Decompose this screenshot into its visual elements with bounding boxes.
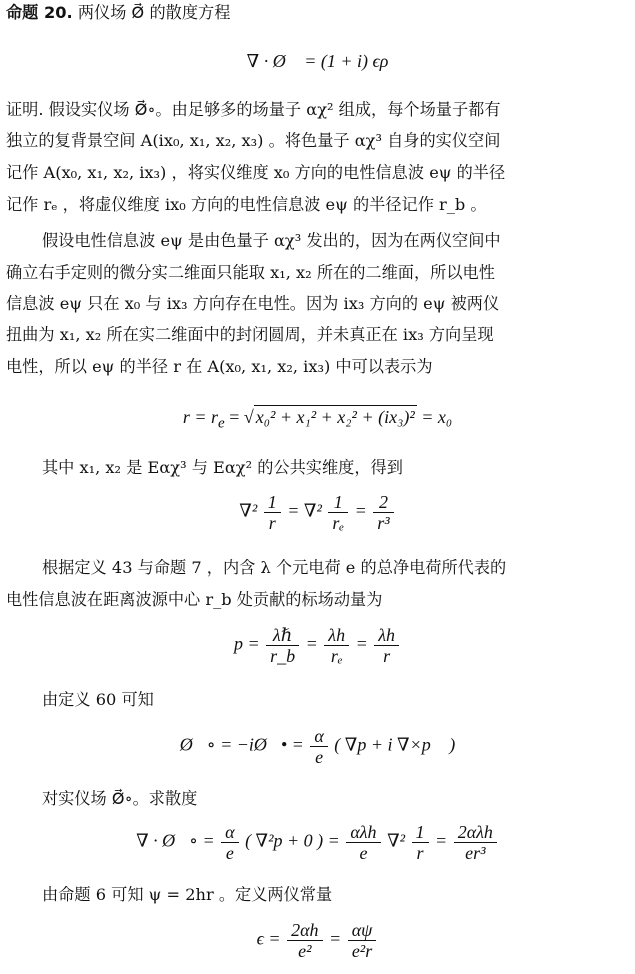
proposition-heading — [6, 0, 630, 26]
real-field-den: e — [315, 747, 324, 767]
epsilon-den-2: e²r — [351, 941, 373, 961]
epsilon-den-1: e² — [298, 941, 312, 961]
momentum-lhs: p = — [233, 633, 260, 654]
real-div-den-2: e — [359, 843, 368, 863]
proof-line-4: 记作 rₑ ，将虚仪维度 ix₀ 方向的电性信息波 eψ 的半径记作 r_b 。 — [6, 195, 487, 214]
momentum-den-2: rₑ — [330, 646, 343, 666]
momentum-den-1: r_b — [270, 646, 296, 666]
momentum-equals-1: = — [305, 633, 318, 654]
real-div-laplace: ∇² — [387, 830, 406, 851]
real-divergence-equation — [0, 822, 635, 863]
real-field-rhs: ( ∇p + i ∇×p⃗ ) — [334, 734, 456, 755]
assume-line-3: 信息波 eψ 只在 x₀ 与 ix₃ 方向存在电性。因为 ix₃ 方向的 eψ 被两仪 — [6, 294, 500, 313]
definition-43-line-1: 根据定义 43 与命题 7 ，内含 λ 个元电荷 e 的总净电荷所代表的 — [42, 558, 507, 577]
laplace-den-1: r — [268, 513, 276, 533]
proposition-label: 命题 20. — [6, 3, 73, 22]
momentum-num-1: λℏ — [266, 625, 299, 646]
epsilon-num-1: 2αh — [287, 920, 322, 941]
assume-line-5: 电性，所以 eψ 的半径 r 在 A(x₀, x₁, x₂, ix₃) 中可以表示为 — [6, 357, 433, 376]
real-div-equals: = — [435, 830, 448, 851]
laplace-mid: = ∇² — [287, 500, 322, 521]
real-div-lhs: ∇ · Ø⃗∘ = — [136, 830, 215, 851]
epsilon-equation — [0, 920, 635, 961]
proof-line-1: 证明. 假设实仪场 Ø⃗∘。由足够多的场量子 αχ² 组成，每个场量子都有 — [6, 100, 501, 119]
laplace-num-3: 2 — [373, 492, 393, 513]
laplace-den-2: rₑ — [332, 513, 345, 533]
epsilon-lhs: ϵ = — [256, 928, 281, 949]
radius-lhs: r = r — [182, 407, 219, 427]
real-field-num: α — [310, 726, 327, 747]
laplace-operator: ∇² — [239, 500, 258, 521]
momentum-equation — [0, 625, 635, 666]
radius-rhs: = x₀ — [421, 407, 453, 427]
proposition-title: 两仪场 Ø⃗ 的散度方程 — [77, 3, 231, 22]
definition-60-line: 由定义 60 可知 — [42, 690, 154, 709]
laplace-num-2: 1 — [328, 492, 348, 513]
common-dimension-line: 其中 x₁, x₂ 是 Eαχ³ 与 Eαχ² 的公共实维度，得到 — [42, 458, 403, 477]
real-div-num-1: α — [221, 822, 238, 843]
real-div-den-1: e — [225, 843, 234, 863]
epsilon-equals: = — [329, 928, 342, 949]
radius-sqrt: x₀² + x₁² + x₂² + (ix₃)² — [255, 407, 415, 427]
real-div-num-2: αλh — [346, 822, 380, 843]
epsilon-num-2: αψ — [348, 920, 377, 941]
radius-equation: $r = r_e$ = √ x₀² + x₁² + x₂² + (ix₃)² = x₀ — [182, 407, 453, 432]
real-div-mid: ( ∇²p + 0 ) = — [245, 830, 340, 851]
laplace-equation — [0, 492, 635, 533]
real-div-num-4: 2αλh — [454, 822, 497, 843]
real-div-num-3: 1 — [412, 822, 429, 843]
laplace-equals: = — [354, 500, 367, 521]
momentum-num-3: λh — [374, 625, 399, 646]
laplace-den-3: r³ — [377, 513, 390, 533]
real-divergence-intro: 对实仪场 Ø⃗∘。求散度 — [42, 789, 198, 808]
definition-43-line-2: 电性信息波在距离波源中心 r_b 处贡献的标场动量为 — [6, 590, 383, 609]
proof-line-3: 记作 A(x₀, x₁, x₂, ix₃) ，将实仪维度 x₀ 方向的电性信息波 eψ 的半径 — [6, 163, 506, 182]
laplace-num-1: 1 — [264, 492, 281, 513]
proof-line-2: 独立的复背景空间 A(ix₀, x₁, x₂, x₃) 。将色量子 αχ³ 自身的实仪空间 — [6, 131, 501, 150]
real-div-den-4: er³ — [465, 843, 486, 863]
real-field-equation — [0, 726, 635, 767]
assume-line-1: 假设电性信息波 eψ 是由色量子 αχ³ 发出的，因为在两仪空间中 — [42, 231, 501, 250]
momentum-equals-2: = — [355, 633, 368, 654]
assume-line-2: 确立右手定则的微分实二维面只能取 x₁, x₂ 所在的二维面，所以电性 — [6, 263, 495, 282]
assume-line-4: 扭曲为 x₁, x₂ 所在实二维面中的封闭圆周，并未真正在 ix₃ 方向呈现 — [6, 325, 494, 344]
momentum-den-3: r — [383, 646, 391, 666]
momentum-num-2: λh — [324, 625, 349, 646]
proposition-6-line: 由命题 6 可知 ψ = 2hr 。定义两仪常量 — [42, 885, 333, 904]
radius-subscript: e — [218, 415, 225, 432]
real-field-lhs: Ø⃗∘ = −iØ⃗• = — [179, 734, 304, 755]
real-div-den-3: r — [416, 843, 424, 863]
divergence-equation: ∇ · Ø⃗ = (1 + i) ϵρ — [246, 51, 389, 71]
